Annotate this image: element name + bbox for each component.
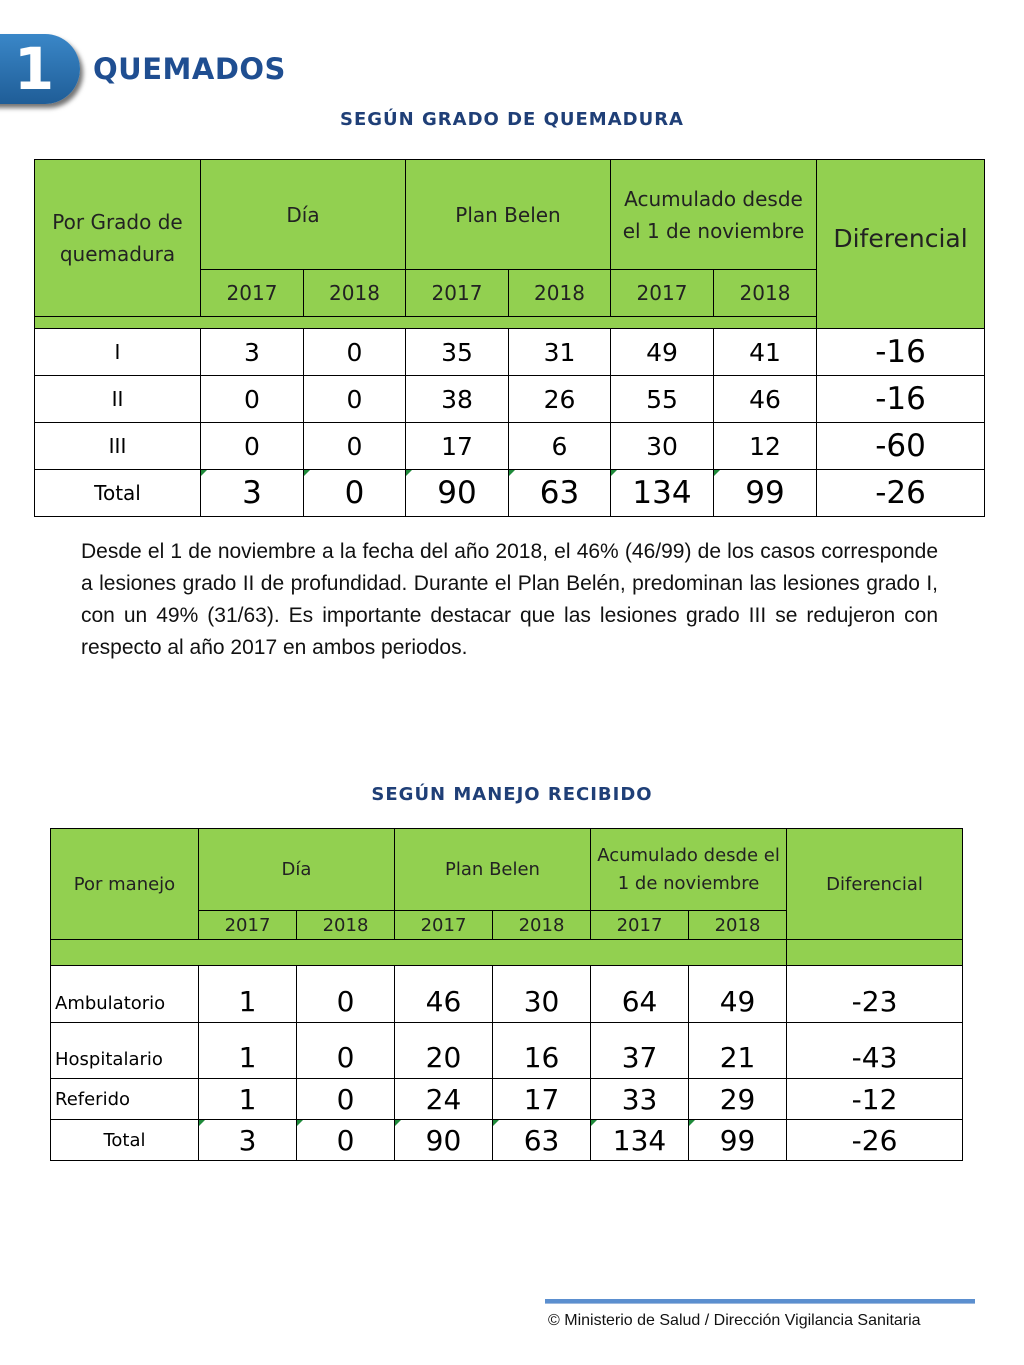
table-cell: 6 xyxy=(509,423,611,470)
row-label: II xyxy=(35,376,201,423)
table-cell: 20 xyxy=(395,1023,493,1079)
year-header: 2017 xyxy=(406,270,509,317)
table-cell: 49 xyxy=(611,329,714,376)
table-cell: 90 xyxy=(406,470,509,517)
table-cell: 38 xyxy=(406,376,509,423)
table-cell: 0 xyxy=(304,423,406,470)
table-cell: 63 xyxy=(509,470,611,517)
management-table xyxy=(50,828,963,1161)
diff-cell: -16 xyxy=(817,329,985,376)
year-header: 2018 xyxy=(297,911,395,940)
table-row xyxy=(35,329,985,376)
year-header: 2018 xyxy=(493,911,591,940)
table-cell: 46 xyxy=(395,966,493,1023)
table-row xyxy=(51,966,963,1023)
table-cell: 64 xyxy=(591,966,689,1023)
year-header: 2018 xyxy=(509,270,611,317)
col-header-acumulado: Acumulado desde el 1 de noviembre xyxy=(591,829,787,911)
burn-grade-table xyxy=(34,159,985,517)
table-cell: 134 xyxy=(611,470,714,517)
row-label: I xyxy=(35,329,201,376)
diff-cell: -26 xyxy=(787,1120,963,1161)
table-row-total xyxy=(35,470,985,517)
diff-cell: -23 xyxy=(787,966,963,1023)
table-cell: 1 xyxy=(199,1079,297,1120)
year-header: 2017 xyxy=(591,911,689,940)
year-header: 2018 xyxy=(714,270,817,317)
table-cell: 17 xyxy=(493,1079,591,1120)
col-header-diferencial: Diferencial xyxy=(817,160,985,317)
diff-cell: -26 xyxy=(817,470,985,517)
table-row-total xyxy=(51,1120,963,1161)
table-cell: 0 xyxy=(304,329,406,376)
table-cell: 134 xyxy=(591,1120,689,1161)
table-cell: 0 xyxy=(297,1023,395,1079)
col-header-dia: Día xyxy=(199,829,395,911)
table-cell: 49 xyxy=(689,966,787,1023)
table-cell: 1 xyxy=(199,1023,297,1079)
table-cell: 41 xyxy=(714,329,817,376)
table-cell: 3 xyxy=(199,1120,297,1161)
table-cell: 17 xyxy=(406,423,509,470)
table-cell: 99 xyxy=(689,1120,787,1161)
footer-divider xyxy=(545,1299,975,1304)
table-cell: 0 xyxy=(297,1120,395,1161)
year-header: 2017 xyxy=(611,270,714,317)
year-header: 2017 xyxy=(199,911,297,940)
diff-cell: -43 xyxy=(787,1023,963,1079)
table-cell: 0 xyxy=(297,966,395,1023)
footer-credit: © Ministerio de Salud / Dirección Vigilancia Sanitaria xyxy=(548,1312,921,1329)
table-cell: 99 xyxy=(714,470,817,517)
row-label: Hospitalario xyxy=(51,1023,199,1079)
table-cell: 3 xyxy=(201,470,304,517)
table-cell: 0 xyxy=(297,1079,395,1120)
table-cell: 0 xyxy=(304,376,406,423)
summary-paragraph: Desde el 1 de noviembre a la fecha del año 2018, el 46% (46/99) de los casos corresponde a lesiones grado II de profundidad. Durante el Plan Belén, predominan las lesiones grado I, con un 49% (31/63). Es importante destacar que las lesiones grado III se redujeron con respecto al año 2017 en ambos periodos. xyxy=(81,540,938,659)
col-header-manejo: Por manejo xyxy=(51,829,199,940)
table-cell: 63 xyxy=(493,1120,591,1161)
table-cell: 16 xyxy=(493,1023,591,1079)
diff-cell: -12 xyxy=(787,1079,963,1120)
table-row xyxy=(51,1079,963,1120)
table-cell: 26 xyxy=(509,376,611,423)
table-cell: 33 xyxy=(591,1079,689,1120)
table-cell: 1 xyxy=(199,966,297,1023)
year-header: 2017 xyxy=(201,270,304,317)
row-label: Total xyxy=(51,1120,199,1161)
diff-cell: -16 xyxy=(817,376,985,423)
table-cell: 0 xyxy=(304,470,406,517)
table-row xyxy=(51,1023,963,1079)
row-label: III xyxy=(35,423,201,470)
col-header-acumulado: Acumulado desde el 1 de noviembre xyxy=(611,160,817,270)
table-cell: 0 xyxy=(201,376,304,423)
table-cell: 55 xyxy=(611,376,714,423)
table-cell: 3 xyxy=(201,329,304,376)
table-cell: 0 xyxy=(201,423,304,470)
table-cell: 30 xyxy=(493,966,591,1023)
col-header-diferencial: Diferencial xyxy=(787,829,963,940)
table-cell: 31 xyxy=(509,329,611,376)
row-label: Total xyxy=(35,470,201,517)
table-cell: 12 xyxy=(714,423,817,470)
table-cell: 90 xyxy=(395,1120,493,1161)
section1-subtitle: SEGÚN GRADO DE QUEMADURA xyxy=(340,109,684,130)
section2-subtitle: SEGÚN MANEJO RECIBIDO xyxy=(371,784,653,805)
table-row xyxy=(35,423,985,470)
table-cell: 24 xyxy=(395,1079,493,1120)
page-title: QUEMADOS xyxy=(93,52,286,86)
year-header: 2018 xyxy=(304,270,406,317)
table-row xyxy=(35,376,985,423)
table-cell: 30 xyxy=(611,423,714,470)
col-header-grade: Por Grado de quemadura xyxy=(35,160,201,317)
col-header-plan-belen: Plan Belen xyxy=(406,160,611,270)
diff-cell: -60 xyxy=(817,423,985,470)
col-header-dia: Día xyxy=(201,160,406,270)
table-cell: 21 xyxy=(689,1023,787,1079)
col-header-plan-belen: Plan Belen xyxy=(395,829,591,911)
table-cell: 46 xyxy=(714,376,817,423)
table-cell: 35 xyxy=(406,329,509,376)
row-label: Ambulatorio xyxy=(51,966,199,1023)
table-cell: 37 xyxy=(591,1023,689,1079)
row-label: Referido xyxy=(51,1079,199,1120)
section-number: 1 xyxy=(13,35,55,103)
table-cell: 29 xyxy=(689,1079,787,1120)
year-header: 2018 xyxy=(689,911,787,940)
year-header: 2017 xyxy=(395,911,493,940)
